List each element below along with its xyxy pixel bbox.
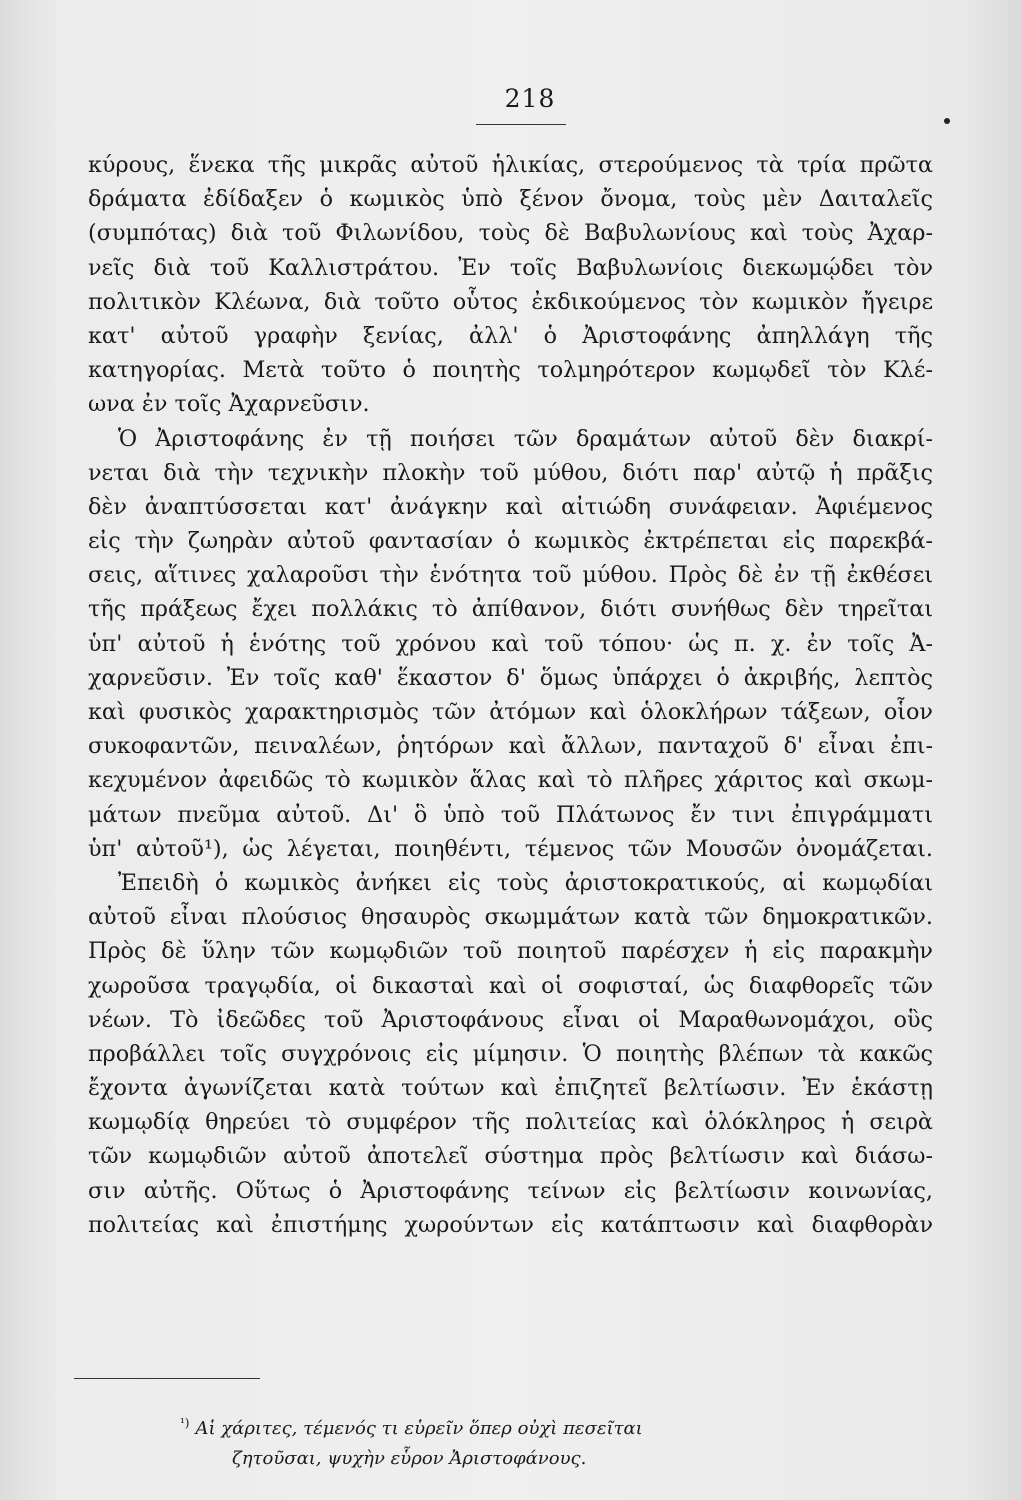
footnote-line <box>180 1408 780 1444</box>
text-line: πολιτείας καὶ ἐπιστήμης χωρούντων εἰς κατάπτωσιν καὶ διαφθορὰν <box>88 1211 933 1238</box>
text-line: νέων. Τὸ ἰδεῶδες τοῦ Ἀριστοφάνους εἶναι οἱ Μαραθωνομάχοι, οὓς <box>88 1006 933 1033</box>
text-line: κατηγορίας. Μετὰ τοῦτο ὁ ποιητὴς τολμηρότερον κωμῳδεῖ τὸν Κλέ- <box>88 357 933 384</box>
text-line: τῶν κωμῳδιῶν αὐτοῦ ἀποτελεῖ σύστημα πρὸς βελτίωσιν καὶ διάσω- <box>88 1143 933 1170</box>
text-line: καὶ φυσικὸς χαρακτηρισμὸς τῶν ἀτόμων καὶ ὁλοκλήρων τάξεων, οἷον <box>88 699 933 725</box>
page-number: 218 <box>504 84 556 113</box>
text-line: σεις, αἵτινες χαλαροῦσι τὴν ἑνότητα τοῦ μύθου. Πρὸς δὲ ἐν τῇ ἐκθέσει <box>88 562 933 589</box>
text-line: σιν αὐτῆς. Οὕτως ὁ Ἀριστοφάνης τείνων εἰς βελτίωσιν κοινωνίας, <box>88 1177 933 1204</box>
text-line: συκοφαντῶν, πειναλέων, ῥητόρων καὶ ἄλλων, πανταχοῦ δ' εἶναι ἐπι- <box>88 733 933 760</box>
text-line: χωροῦσα τραγῳδία, οἱ δικασταὶ καὶ οἱ σοφισταί, ὡς διαφθορεῖς τῶν <box>88 972 933 999</box>
text-line: πολιτικὸν Κλέωνα, διὰ τοῦτο οὗτος ἐκδικούμενος τὸν κωμικὸν ἤγειρε <box>88 288 933 315</box>
text-line: Πρὸς δὲ ὕλην τῶν κωμῳδιῶν τοῦ ποιητοῦ παρέσχεν ἡ εἰς παρακμὴν <box>88 938 933 965</box>
footnote-rule <box>74 1378 260 1379</box>
text-line: χαρνεῦσιν. Ἐν τοῖς καθ' ἕκαστον δ' ὅμως ὑπάρχει ὁ ἀκριβής, λεπτὸς <box>88 664 933 691</box>
text-line: Ὁ Ἀριστοφάνης ἐν τῇ ποιήσει τῶν δραμάτων αὐτοῦ δὲν διακρί- <box>118 425 933 452</box>
text-line: προβάλλει τοῖς συγχρόνοις εἰς μίμησιν. Ὁ ποιητὴς βλέπων τὰ κακῶς <box>88 1040 933 1067</box>
text-line: κατ' αὐτοῦ γραφὴν ξενίας, ἀλλ' ὁ Ἀριστοφάνης ἀπηλλάγη τῆς <box>88 322 933 349</box>
main-text <box>88 148 933 1242</box>
text-line: μάτων πνεῦμα αὐτοῦ. Δι' ὃ ὑπὸ τοῦ Πλάτωνος ἔν τινι ἐπιγράμματι <box>88 801 933 828</box>
footnote <box>180 1408 780 1474</box>
text-line: Ἐπειδὴ ὁ κωμικὸς ἀνήκει εἰς τοὺς ἀριστοκρατικούς, αἱ κωμῳδίαι <box>118 869 933 896</box>
text-line: νεται διὰ τὴν τεχνικὴν πλοκὴν τοῦ μύθου, διότι παρ' αὐτῷ ἡ πρᾶξις <box>88 459 933 486</box>
text-line: (συμπότας) διὰ τοῦ Φιλωνίδου, τοὺς δὲ Βαβυλωνίους καὶ τοὺς Ἀχαρ- <box>88 220 933 247</box>
page-number-rule <box>476 124 566 125</box>
ink-dot <box>944 118 950 124</box>
text-line: κύρους, ἕνεκα τῆς μικρᾶς αὐτοῦ ἡλικίας, στερούμενος τὰ τρία πρῶτα <box>88 152 933 178</box>
text-line: τῆς πράξεως ἔχει πολλάκις τὸ ἀπίθανον, διότι συνήθως δὲν τηρεῖται <box>88 596 933 623</box>
text-line: κωμῳδίᾳ θηρεύει τὸ συμφέρον τῆς πολιτείας καὶ ὁλόκληρος ἡ σειρὰ <box>88 1109 933 1136</box>
text-line: δὲν ἀναπτύσσεται κατ' ἀνάγκην καὶ αἰτιώδη συνάφειαν. Ἀφιέμενος <box>88 493 933 520</box>
text-line: ὑπ' αὐτοῦ¹), ὡς λέγεται, ποιηθέντι, τέμενος τῶν Μουσῶν ὀνομάζεται. <box>88 835 933 862</box>
text-line: ωνα ἐν τοῖς Ἀχαρνεῦσιν. <box>88 391 370 418</box>
footnote-line: ζητοῦσαι, ψυχὴν εὗρον Ἀριστοφάνους. <box>232 1448 587 1469</box>
text-line: ὑπ' αὐτοῦ ἡ ἑνότης τοῦ χρόνου καὶ τοῦ τόπου· ὡς π. χ. ἐν τοῖς Ἀ- <box>88 630 933 657</box>
text-line: εἰς τὴν ζωηρὰν αὐτοῦ φαντασίαν ὁ κωμικὸς ἐκτρέπεται εἰς παρεκβά- <box>88 528 933 555</box>
text-line: δράματα ἐδίδαξεν ὁ κωμικὸς ὑπὸ ξένον ὄνομα, τοὺς μὲν Δαιταλεῖς <box>88 186 933 213</box>
footnote-text: Αἱ χάριτες, τέμενός τι εὑρεῖν ὅπερ οὐχὶ πεσεῖται <box>195 1418 643 1439</box>
text-line: κεχυμένον ἀφειδῶς τὸ κωμικὸν ἅλας καὶ τὸ πλῆρες χάριτος καὶ σκωμ- <box>88 767 933 794</box>
text-line: ἔχοντα ἀγωνίζεται κατὰ τούτων καὶ ἐπιζητεῖ βελτίωσιν. Ἐν ἑκάστῃ <box>88 1075 933 1102</box>
text-line: αὐτοῦ εἶναι πλούσιος θησαυρὸς σκωμμάτων κατὰ τῶν δημοκρατικῶν. <box>88 904 933 931</box>
text-line: νεῖς διὰ τοῦ Καλλιστράτου. Ἐν τοῖς Βαβυλωνίοις διεκωμῴδει τὸν <box>88 254 933 281</box>
footnote-marker: ¹) <box>180 1416 190 1430</box>
